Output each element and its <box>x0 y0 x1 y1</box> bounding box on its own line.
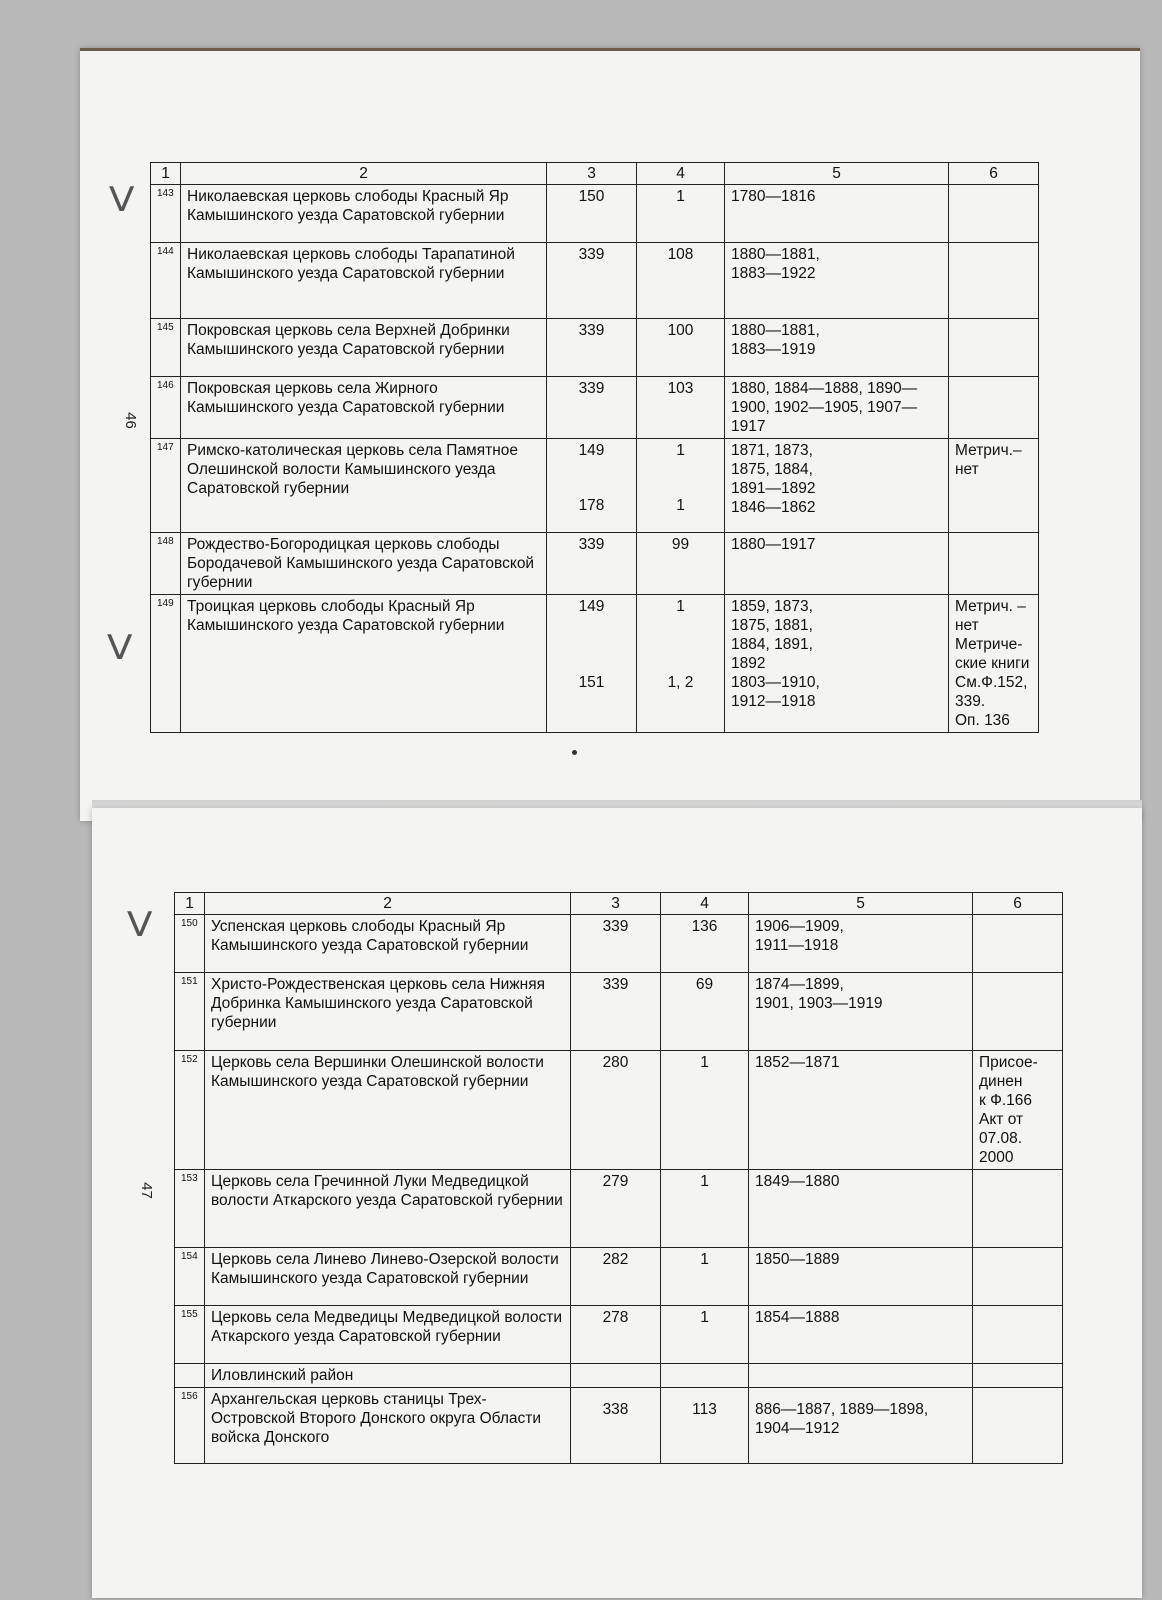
fund-number: 339 <box>571 915 661 973</box>
col-header-2: 2 <box>181 163 547 185</box>
fund-number: 339 <box>547 319 637 377</box>
note <box>973 1306 1063 1364</box>
years: 1849—1880 <box>749 1170 973 1248</box>
inventory-number: 69 <box>661 973 749 1051</box>
row-number: 143 <box>151 185 181 243</box>
church-title: Николаевская церковь слободы Тарапатиной Камышинского уезда Саратовской губернии <box>181 243 547 319</box>
table-row <box>175 1388 1063 1464</box>
table-row <box>175 1170 1063 1248</box>
note <box>949 243 1039 319</box>
row-number: 156 <box>175 1388 205 1464</box>
note-line: нет <box>955 461 979 478</box>
years: 1880—1917 <box>725 533 949 595</box>
note-line: Метрич.– <box>955 442 1022 459</box>
note-line: к Ф.166 <box>979 1092 1033 1109</box>
fund-number: 338 <box>571 1388 661 1464</box>
row-number: 144 <box>151 243 181 319</box>
inventory-number: 99 <box>637 533 725 595</box>
years-line: 1883—1922 <box>731 265 816 282</box>
note <box>949 533 1039 595</box>
note-line: См.Ф.152, <box>955 674 1028 691</box>
note-line: Присое- <box>979 1054 1038 1071</box>
table-row <box>175 1248 1063 1306</box>
inventory-number: 136 <box>661 915 749 973</box>
church-title: Церковь села Линево Линево-Озерской волости Камышинского уезда Саратовской губернии <box>205 1248 571 1306</box>
years: 1850—1889 <box>749 1248 973 1306</box>
table-row <box>151 377 1039 439</box>
check-mark-bottom: V <box>126 905 153 945</box>
years-line: 1875, 1884, <box>731 461 813 478</box>
note <box>973 915 1063 973</box>
note <box>973 1051 1063 1170</box>
church-title: Церковь села Медведицы Медведицкой волости Аткарского уезда Саратовской губернии <box>205 1306 571 1364</box>
note-line: нет <box>955 617 979 634</box>
church-title: Успенская церковь слободы Красный Яр Камышинского уезда Саратовской губернии <box>205 915 571 973</box>
years-line: 1846—1862 <box>731 499 816 516</box>
table-row <box>175 1306 1063 1364</box>
church-title: Покровская церковь села Жирного Камышинского уезда Саратовской губернии <box>181 377 547 439</box>
fund-number: 279 <box>571 1170 661 1248</box>
section-header: Иловлинский район <box>205 1364 571 1388</box>
inventory-number: 1 <box>661 1306 749 1364</box>
row-number: 150 <box>175 915 205 973</box>
years-line: 1880—1881, <box>731 246 820 263</box>
page-number-top: 46 <box>121 412 139 429</box>
col-header-1: 1 <box>175 893 205 915</box>
years-line: 1906—1909, <box>755 918 844 935</box>
fund-number: 339 <box>547 533 637 595</box>
table-row <box>151 595 1039 733</box>
fund-number: 150 <box>547 185 637 243</box>
fund-number: 339 <box>547 243 637 319</box>
fund-number: 339 <box>571 973 661 1051</box>
inventory-number <box>637 439 725 533</box>
inventory-value: 1 <box>676 497 685 514</box>
note <box>949 439 1039 533</box>
row-number: 148 <box>151 533 181 595</box>
years <box>725 243 949 319</box>
church-title: Церковь села Вершинки Олешинской волости Камышинского уезда Саратовской губернии <box>205 1051 571 1170</box>
col-header-3: 3 <box>547 163 637 185</box>
note-line: Метриче- <box>955 636 1023 653</box>
church-title: Архангельская церковь станицы Трех-Островской Второго Донского округа Области войска Донского <box>205 1388 571 1464</box>
row-number: 147 <box>151 439 181 533</box>
table-row <box>175 1051 1063 1170</box>
years <box>749 973 973 1051</box>
register-table-page-47 <box>174 892 1063 1464</box>
fund-number: 282 <box>571 1248 661 1306</box>
years <box>749 915 973 973</box>
row-number: 149 <box>151 595 181 733</box>
col-header-4: 4 <box>637 163 725 185</box>
table-row <box>151 439 1039 533</box>
note-line: Оп. 136 <box>955 712 1010 729</box>
table-row <box>175 915 1063 973</box>
row-number: 152 <box>175 1051 205 1170</box>
years-line: 1871, 1873, <box>731 442 813 459</box>
inventory-number <box>637 595 725 733</box>
note-line: 339. <box>955 693 986 710</box>
years-line: 1891—1892 <box>731 480 816 497</box>
table-row <box>151 533 1039 595</box>
row-number: 155 <box>175 1306 205 1364</box>
years-line: 1911—1918 <box>755 937 839 954</box>
note-line: 2000 <box>979 1149 1014 1166</box>
row-number: 154 <box>175 1248 205 1306</box>
years-line: 1901, 1903—1919 <box>755 995 883 1012</box>
row-number: 153 <box>175 1170 205 1248</box>
inventory-number: 108 <box>637 243 725 319</box>
col-header-6: 6 <box>949 163 1039 185</box>
inventory-number: 100 <box>637 319 725 377</box>
inventory-value: 1 <box>676 442 685 459</box>
fund-value: 178 <box>578 497 605 514</box>
note <box>949 185 1039 243</box>
note-line: Акт от <box>979 1111 1024 1128</box>
years-line: 886—1887, 1889—1898, <box>755 1401 929 1418</box>
years: 1880, 1884—1888, 1890—1900, 1902—1905, 1907—1917 <box>725 377 949 439</box>
table-row <box>151 243 1039 319</box>
inventory-number: 103 <box>637 377 725 439</box>
note-line: Метрич. – <box>955 598 1026 615</box>
church-title: Покровская церковь села Верхней Добринки Камышинского уезда Саратовской губернии <box>181 319 547 377</box>
check-mark-middle: V <box>106 628 133 668</box>
years-line: 1904—1912 <box>755 1420 840 1437</box>
years <box>725 595 949 733</box>
ink-spot <box>572 750 577 755</box>
years <box>725 439 949 533</box>
years: 1780—1816 <box>725 185 949 243</box>
note <box>973 1170 1063 1248</box>
note-line: динен <box>979 1073 1023 1090</box>
col-header-4: 4 <box>661 893 749 915</box>
inventory-number: 1 <box>637 185 725 243</box>
fund-number <box>547 439 637 533</box>
check-mark-top: V <box>108 180 135 220</box>
church-title: Христо-Рождественская церковь села Нижняя Добринка Камышинского уезда Саратовской губернии <box>205 973 571 1051</box>
note <box>949 319 1039 377</box>
note <box>973 973 1063 1051</box>
col-header-5: 5 <box>749 893 973 915</box>
years <box>749 1388 973 1464</box>
inventory-number: 1 <box>661 1248 749 1306</box>
note <box>973 1248 1063 1306</box>
fund-number: 280 <box>571 1051 661 1170</box>
col-header-3: 3 <box>571 893 661 915</box>
register-table-page-46 <box>150 162 1039 733</box>
note <box>949 377 1039 439</box>
years-line: 1884, 1891, <box>731 636 813 653</box>
church-title: Рождество-Богородицкая церковь слободы Бородачевой Камышинского уезда Саратовской губернии <box>181 533 547 595</box>
years-line: 1880—1881, <box>731 322 820 339</box>
row-number: 146 <box>151 377 181 439</box>
col-header-1: 1 <box>151 163 181 185</box>
table-row <box>151 319 1039 377</box>
col-header-6: 6 <box>973 893 1063 915</box>
church-title: Римско-католическая церковь села Памятное Олешинской волости Камышинского уезда Саратовской губернии <box>181 439 547 533</box>
row-number: 145 <box>151 319 181 377</box>
fund-value: 149 <box>578 598 605 615</box>
row-number: 151 <box>175 973 205 1051</box>
years-line: 1803—1910, <box>731 674 820 691</box>
fund-number: 278 <box>571 1306 661 1364</box>
inventory-value: 1, 2 <box>667 674 694 691</box>
years <box>725 319 949 377</box>
note <box>949 595 1039 733</box>
church-title: Церковь села Гречинной Луки Медведицкой волости Аткарского уезда Саратовской губернии <box>205 1170 571 1248</box>
years-line: 1859, 1873, <box>731 598 813 615</box>
years: 1852—1871 <box>749 1051 973 1170</box>
fund-number: 339 <box>547 377 637 439</box>
col-header-5: 5 <box>725 163 949 185</box>
note-line: ские книги <box>955 655 1030 672</box>
inventory-number: 1 <box>661 1170 749 1248</box>
section-header-row <box>175 1364 1063 1388</box>
note-line: 07.08. <box>979 1130 1023 1147</box>
church-title: Троицкая церковь слободы Красный Яр Камышинского уезда Саратовской губернии <box>181 595 547 733</box>
inventory-number: 1 <box>661 1051 749 1170</box>
years-line: 1892 <box>731 655 766 672</box>
inventory-number: 113 <box>661 1388 749 1464</box>
church-title: Николаевская церковь слободы Красный Яр Камышинского уезда Саратовской губернии <box>181 185 547 243</box>
column-header-row <box>175 893 1063 915</box>
fund-value: 149 <box>578 442 605 459</box>
years: 1854—1888 <box>749 1306 973 1364</box>
note <box>973 1388 1063 1464</box>
page-number-bottom: 47 <box>137 1182 155 1199</box>
years-line: 1874—1899, <box>755 976 844 993</box>
fund-number <box>547 595 637 733</box>
years-line: 1875, 1881, <box>731 617 813 634</box>
years-line: 1912—1918 <box>731 693 816 710</box>
table-row <box>175 973 1063 1051</box>
fund-value: 151 <box>578 674 605 691</box>
col-header-2: 2 <box>205 893 571 915</box>
inventory-value: 1 <box>676 598 685 615</box>
table-row <box>151 185 1039 243</box>
column-header-row <box>151 163 1039 185</box>
years-line: 1883—1919 <box>731 341 816 358</box>
